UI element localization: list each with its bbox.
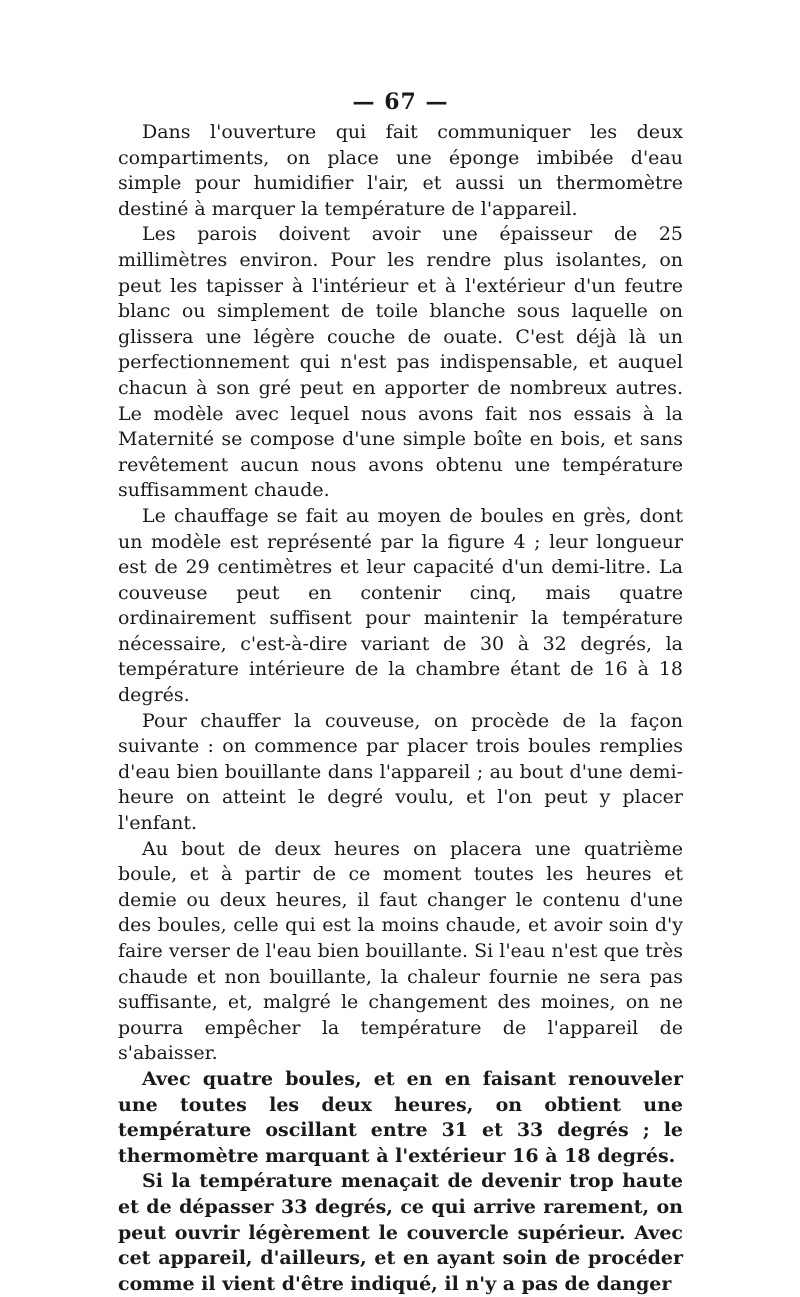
paragraph-1: Dans l'ouverture qui fait communiquer les deux compartiments, on place une éponge imbibée d'eau simple pour humidifier l'air, et aussi un thermomètre destiné à marquer la température de l'appareil. xyxy=(118,121,683,220)
book-page xyxy=(118,88,683,1297)
page-number: — 67 — xyxy=(352,89,449,115)
paragraph-5: Au bout de deux heures on placera une quatrième boule, et à partir de ce moment toutes les heures et demie ou deux heures, il faut changer le contenu d'une des boules, celle qui est la moins chaude, et avoir soin d'y faire verser de l'eau bien bouillante. Si l'eau n'est que très chaude et non bouillante, la chaleur fournie ne sera pas suffisante, et, malgré le changement des moines, on ne pourra empêcher la température de l'appareil de s'abaisser. xyxy=(118,837,683,1065)
paragraph-7: Si la température menaçait de devenir trop haute et de dépasser 33 degrés, ce qui arrive rarement, on peut ouvrir légèrement le couvercle supérieur. Avec cet appareil, d'ailleurs, et en ayant soin de procéder comme il vient d'être indiqué, il n'y a pas de danger xyxy=(118,1170,683,1295)
paragraph-6: Avec quatre boules, et en en faisant renouveler une toutes les deux heures, on obtient une température oscillant entre 31 et 33 degrés ; le thermomètre marquant à l'extérieur 16 à 18 degrés. xyxy=(118,1067,683,1167)
paragraph-2: Les parois doivent avoir une épaisseur de 25 millimètres environ. Pour les rendre plus isolantes, on peut les tapisser à l'intérieur et à l'extérieur d'un feutre blanc ou simplement de toile blanche sous laquelle on glissera une légère couche de ouate. C'est déjà là un perfectionnement qui n'est pas indispensable, et auquel chacun à son gré peut en apporter de nombreux autres. Le modèle avec lequel nous avons fait nos essais à la Maternité se compose d'une simple boîte en bois, et sans revêtement aucun nous avons obtenu une température suffisamment chaude. xyxy=(118,223,683,502)
paragraph-3: Le chauffage se fait au moyen de boules en grès, dont un modèle est représenté par la figure 4 ; leur longueur est de 29 centimètres et leur capacité d'un demi-litre. La couveuse peut en contenir cinq, mais quatre ordinairement suffisent pour maintenir la température nécessaire, c'est-à-dire variant de 30 à 32 degrés, la température intérieure de la chambre étant de 16 à 18 degrés. xyxy=(118,504,683,707)
paragraph-4: Pour chauffer la couveuse, on procède de la façon suivante : on commence par placer trois boules remplies d'eau bien bouillante dans l'appareil ; au bout d'une demi-heure on atteint le degré voulu, et l'on peut y placer l'enfant. xyxy=(118,709,683,835)
